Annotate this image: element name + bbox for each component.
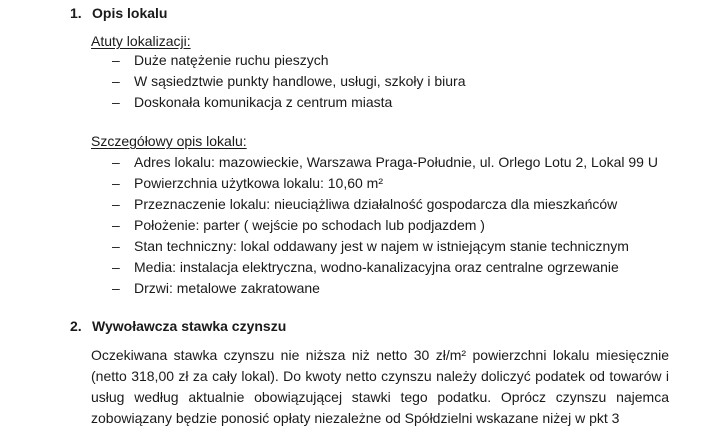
bullet-dash: –: [112, 280, 120, 296]
section-2-title: Wywoławcza stawka czynszu: [92, 318, 287, 334]
list-item-text: Doskonała komunikacja z centrum miasta: [134, 94, 393, 110]
list-item-text: Media: instalacja elektryczna, wodno-kanalizacyjna oraz centralne ogrzewanie: [134, 259, 619, 275]
section-1-title: Opis lokalu: [92, 5, 168, 21]
list-item-text: Położenie: parter ( wejście po schodach lub podjazdem ): [134, 217, 485, 233]
rent-paragraph: Oczekiwana stawka czynszu nie niższa niż netto 30 zł/m² powierzchni lokalu miesięcznie (netto 318,00 zł za cały lokal). Do kwoty netto czynszu należy doliczyć podatek od towarów i usług według aktualnie obowiązującej stawki tego podatku. Oprócz czynszu najemca zobowiązany będzie ponosić opłaty niezależne od Spółdzielni wskazane niżej w pkt 3: [91, 347, 669, 426]
bullet-dash: –: [112, 94, 120, 110]
list-item-text: Przeznaczenie lokalu: nieuciążliwa działalność gospodarcza dla mieszkańców: [134, 196, 618, 212]
list-item-text: W sąsiedztwie punkty handlowe, usługi, szkoły i biura: [134, 73, 466, 89]
section-2-number: 2.: [70, 318, 82, 334]
list-item-text: Powierzchnia użytkowa lokalu: 10,60 m²: [134, 175, 384, 191]
list-item-text: Drzwi: metalowe zakratowane: [134, 280, 320, 296]
detailed-description-heading: Szczegółowy opis lokalu:: [91, 133, 247, 149]
location-advantages-heading: Atuty lokalizacji:: [91, 33, 191, 49]
section-1-heading: [70, 5, 167, 21]
bullet-dash: –: [112, 154, 120, 170]
bullet-dash: –: [112, 259, 120, 275]
list-item-text: Stan techniczny: lokal oddawany jest w najem w istniejącym stanie technicznym: [134, 238, 629, 254]
bullet-dash: –: [112, 175, 120, 191]
bullet-dash: –: [112, 73, 120, 89]
bullet-dash: –: [112, 217, 120, 233]
bullet-dash: –: [112, 238, 120, 254]
section-2-heading: [70, 318, 286, 334]
bullet-dash: –: [112, 52, 120, 68]
bullet-dash: –: [112, 196, 120, 212]
section-1-number: 1.: [70, 5, 82, 21]
list-item-text: Adres lokalu: mazowieckie, Warszawa Praga-Południe, ul. Orlego Lotu 2, Lokal 99 U: [134, 154, 658, 170]
list-item-text: Duże natężenie ruchu pieszych: [134, 52, 329, 68]
